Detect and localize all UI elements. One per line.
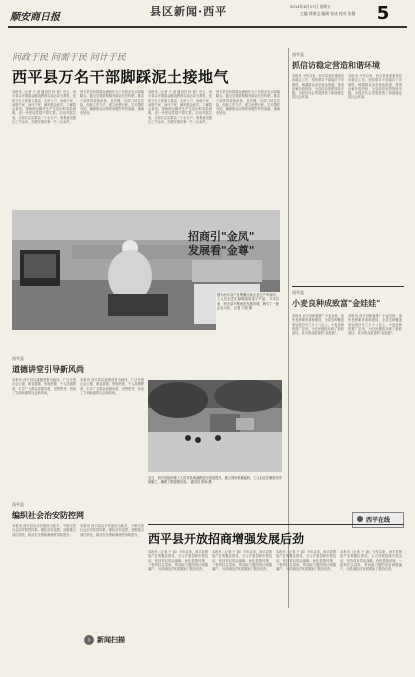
lead-column-2: 西平县坚持把群众满意作为工作的出发点和落脚点，健全完善联系服务群众长效机制，推动干部作风持续好转。各乡镇、各部门结合实际，创新工作方法，建立民情台账，实行限时办结，确保群众反映的问题件件有着落、事事有回音。 [80, 90, 144, 116]
xiping-online-text: 西平在线 [366, 517, 391, 524]
right-mid-headline: 小麦良种成致富"金娃娃" [292, 299, 381, 308]
right-mid-column-1: 本报讯 西平县积极推广小麦良种，加快良种繁育基地建设，全县良种覆盖率达到百分之九十八以上。小麦良种的推广应用，为农民增收开辟了新的途径，成为群众致富的"金娃娃"。 [292, 314, 344, 336]
dateline: 2014年6月27日 星期五 [290, 4, 331, 9]
right-top-column-2: 本报讯 今年以来，西平县高度重视信访稳定工作，坚持领导干部接访下访制度，畅通群众诉求表达渠道，排查化解矛盾纠纷，全县信访形势持续平稳，为经济社会发展营造了和谐稳定的社会环境。 [348, 74, 402, 100]
left-1-column-1: 本报讯 西平县以道德讲堂为载体，广泛开展社会公德、职业道德、家庭美德、个人品德教育，引导广大群众崇德向善、见贤思齐，形成了文明和谐的社会新风尚。 [12, 378, 76, 395]
right-top-column-1: 本报讯 今年以来，西平县高度重视信访稳定工作，坚持领导干部接访下访制度，畅通群众诉求表达渠道，排查化解矛盾纠纷，全县信访形势持续平稳，为经济社会发展营造了和谐稳定的社会环境。 [292, 74, 344, 100]
news-scan-badge [84, 633, 134, 649]
photo-overlay-line-1: 招商引"金凤" [188, 230, 255, 243]
right-mid-label: 西平县 [292, 290, 304, 295]
arrow-right-icon: › [84, 635, 94, 645]
page-number: 5 [376, 3, 390, 24]
bottom-column-4: 本报讯（记者 于 丽）今年以来，西平县围绕产业集聚区建设，大力开展招商引资活动，坚持项目带动战略，优化投资环境，一批科技含量高、带动能力强的项目相继落户，为县域经济发展增添了强劲后劲。 [340, 550, 402, 572]
lead-headline: 西平县万名干部脚踩泥土接地气 [12, 68, 230, 86]
bottom-column-3: 本报讯（记者 于 丽）今年以来，西平县围绕产业集聚区建设，大力开展招商引资活动，坚持项目带动战略，优化投资环境，一批科技含量高、带动能力强的项目相继落户，为县域经济发展增添了强劲后劲。 [276, 550, 336, 572]
editor-credits: 主编 郑海宝 编辑 张成 校对 张静 [300, 11, 356, 16]
section-title-text: 县区新闻·西平 [150, 5, 228, 18]
news-scan-text: 新闻扫描 [97, 636, 125, 644]
left-1-column-2: 本报讯 西平县以道德讲堂为载体，广泛开展社会公德、职业道德、家庭美德、个人品德教育，引导广大群众崇德向善、见贤思齐，形成了文明和谐的社会新风尚。 [80, 378, 144, 395]
photo-overlay-line-2: 发展看"金尊" [188, 244, 255, 257]
masthead: 顺安商日报 [10, 12, 60, 23]
left-2-headline: 编织社会治安防控网 [12, 511, 84, 520]
construction-photo [148, 380, 282, 472]
factory-photo-caption: 图为西平县产业集聚区某企业生产车间内，工人们正在忙碌地组装电子产品。今年以来，西平县不断优化发展环境，吸引了一批企业入驻。 记者 于丽 摄 [216, 292, 280, 338]
construction-photo-caption: 近日，西平县组织施工人员对县城道路进行改造提升，施工现场机械轰鸣，工人们正在紧张有序地施工，确保工程按期完成。 通讯员 张海 摄 [148, 476, 282, 485]
construction-photo-image [148, 380, 282, 472]
lead-column-4: 西平县坚持把群众满意作为工作的出发点和落脚点，健全完善联系服务群众长效机制，推动干部作风持续好转。各乡镇、各部门结合实际，创新工作方法，建立民情台账，实行限时办结，确保群众反映的问题件件有着落、事事有回音。 [216, 90, 280, 116]
bottom-column-1: 本报讯（记者 于 丽）今年以来，西平县围绕产业集聚区建设，大力开展招商引资活动，坚持项目带动战略，优化投资环境，一批科技含量高、带动能力强的项目相继落户，为县域经济发展增添了强劲后劲。 [148, 550, 208, 572]
right-top-label: 西平县 [292, 52, 304, 57]
header-rule [8, 26, 407, 28]
bottom-headline: 西平县开放招商增强发展后劲 [148, 532, 305, 546]
left-1-headline: 道德讲堂引导新风尚 [12, 365, 84, 374]
lead-kicker: 问政于民 问需于民 问计于民 [12, 53, 126, 63]
photo-overlay-title [188, 230, 278, 258]
lead-column-1: 本报讯（记者 于 丽 通讯员 杨 建）近日，西平县以开展群众路线教育实践活动为契机，组织万名干部深入基层，走村入户，问政于民、问需于民、问计于民，倾听群众呼声，了解群众诉求，帮助群众解决生产生活中的实际困难，进一步密切党群干群关系。活动开展以来，全县共走访群众二十余万户，收集意见建议三千余条，办理实事好事一千二百余件。 [12, 90, 76, 125]
bottom-column-2: 本报讯（记者 于 丽）今年以来，西平县围绕产业集聚区建设，大力开展招商引资活动，坚持项目带动战略，优化投资环境，一批科技含量高、带动能力强的项目相继落户，为县域经济发展增添了强劲后劲。 [212, 550, 272, 572]
right-mid-column-2: 本报讯 西平县积极推广小麦良种，加快良种繁育基地建设，全县良种覆盖率达到百分之九十八以上。小麦良种的推广应用，为农民增收开辟了新的途径，成为群众致富的"金娃娃"。 [348, 314, 402, 336]
right-mid-rule [292, 286, 404, 287]
xiping-online-badge [352, 512, 404, 528]
left-2-column-1: 本报讯 西平县以平安建设为抓手，不断完善社会治安防控体系，强化治安巡逻，加强重点部位防范，群众安全感和满意度持续提升。 [12, 524, 76, 537]
section-title [150, 3, 268, 19]
right-top-headline: 抓信访稳定营造和谐环境 [292, 61, 380, 70]
left-2-label: 西平县 [12, 502, 24, 507]
bottom-story-rule [148, 524, 404, 525]
left-2-column-2: 本报讯 西平县以平安建设为抓手，不断完善社会治安防控体系，强化治安巡逻，加强重点部位防范，群众安全感和满意度持续提升。 [80, 524, 144, 537]
left-1-label: 西平县 [12, 356, 24, 361]
lead-column-3: 本报讯（记者 于 丽 通讯员 杨 建）近日，西平县以开展群众路线教育实践活动为契机，组织万名干部深入基层，走村入户，问政于民、问需于民、问计于民，倾听群众呼声，了解群众诉求，帮助群众解决生产生活中的实际困难，进一步密切党群干群关系。活动开展以来，全县共走访群众二十余万户，收集意见建议三千余条，办理实事好事一千二百余件。 [148, 90, 212, 125]
online-dot-icon [357, 516, 363, 522]
